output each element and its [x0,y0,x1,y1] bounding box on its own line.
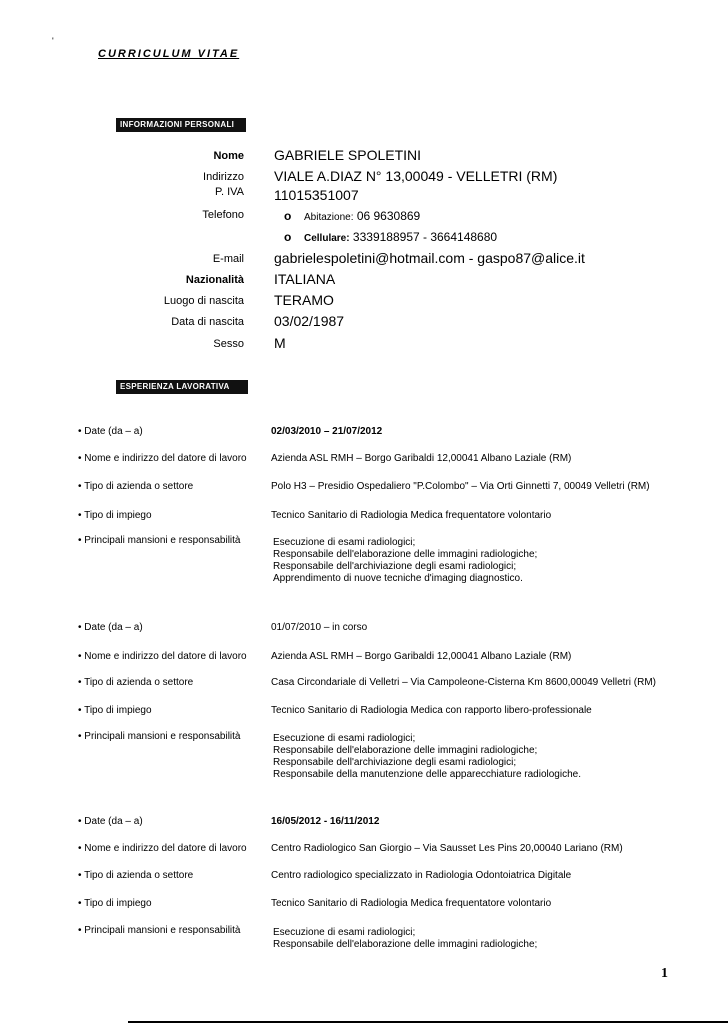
nome-label: Nome [213,150,244,162]
duty-line: Responsabile dell'archiviazione degli esami radiologici; [273,757,517,768]
duty-line: Esecuzione di esami radiologici; [273,927,416,938]
duty-line: Esecuzione di esami radiologici; [273,537,416,548]
job3-type: Tecnico Sanitario di Radiologia Medica frequentatore volontario [271,898,552,909]
job2-duties-label: • Principali mansioni e responsabilità [78,731,241,742]
job2-sector: Casa Circondariale di Velletri – Via Campoleone-Cisterna Km 8600,00049 Velletri (RM) [271,677,657,688]
job1-employer: Azienda ASL RMH – Borgo Garibaldi 12,00041 Albano Laziale (RM) [271,453,572,464]
bullet-icon: o [284,230,292,244]
abitazione-value: 06 9630869 [356,209,421,223]
duty-line: Responsabile dell'archiviazione degli esami radiologici; [273,561,517,572]
piva-label: P. IVA [215,186,244,198]
email-label: E-mail [212,253,244,265]
job1-date-label: • Date (da – a) [78,426,143,437]
luogo-value: TERAMO [274,292,334,308]
duty-line: Responsabile dell'elaborazione delle immagini radiologiche; [273,745,538,756]
job3-date: 16/05/2012 - 16/11/2012 [271,816,380,827]
duty-line: Responsabile dell'elaborazione delle immagini radiologiche; [273,939,538,950]
job1-date: 02/03/2010 – 21/07/2012 [271,426,383,437]
job3-duties [273,927,537,951]
job3-sector: Centro radiologico specializzato in Radiologia Odontoiatrica Digitale [271,870,572,881]
job3-employer-label: • Nome e indirizzo del datore di lavoro [78,843,247,854]
job1-duties-label: • Principali mansioni e responsabilità [78,535,241,546]
section-header-personal: INFORMAZIONI PERSONALI [116,118,246,132]
job3-duties-label: • Principali mansioni e responsabilità [78,925,241,936]
cellulare-label: Cellulare: [304,233,350,244]
sesso-label: Sesso [213,338,244,350]
nome-value: GABRIELE SPOLETINI [274,147,422,163]
job1-employer-label: • Nome e indirizzo del datore di lavoro [78,453,247,464]
nazionalita-label: Nazionalità [185,274,244,286]
job1-sector-label: • Tipo di azienda o settore [78,481,194,492]
abitazione-label: Abitazione: [304,212,354,223]
job3-date-label: • Date (da – a) [78,816,143,827]
data-nascita-label: Data di nascita [171,316,244,328]
job2-date: 01/07/2010 – in corso [271,622,368,633]
duty-line: Esecuzione di esami radiologici; [273,733,416,744]
duty-line: Responsabile dell'elaborazione delle immagini radiologiche; [273,549,538,560]
job1-sector: Polo H3 – Presidio Ospedaliero "P.Colombo" – Via Orti Ginnetti 7, 00049 Velletri (RM) [271,481,650,492]
piva-value: 11015351007 [274,187,359,203]
sesso-value: M [274,335,286,351]
job2-sector-label: • Tipo di azienda o settore [78,677,194,688]
page-number: 1 [661,966,668,981]
duty-line: Responsabile della manutenzione delle apparecchiature radiologiche. [273,769,581,780]
email-value: gabrielespoletini@hotmail.com - gaspo87@alice.it [274,250,585,266]
job2-employer: Azienda ASL RMH – Borgo Garibaldi 12,00041 Albano Laziale (RM) [271,651,572,662]
cellulare-value: 3339188957 - 3664148680 [352,230,498,244]
section-header-work: ESPERIENZA LAVORATIVA [116,380,248,394]
job2-type: Tecnico Sanitario di Radiologia Medica con rapporto libero-professionale [271,705,592,716]
job3-type-label: • Tipo di impiego [78,898,152,909]
luogo-label: Luogo di nascita [163,295,244,307]
job2-duties [273,733,581,781]
bullet-icon: o [284,209,292,223]
footer-rule [128,1021,728,1023]
nazionalita-value: ITALIANA [274,271,336,287]
job2-date-label: • Date (da – a) [78,622,143,633]
indirizzo-label: Indirizzo [203,171,244,183]
data-nascita-value: 03/02/1987 [274,313,345,329]
job2-employer-label: • Nome e indirizzo del datore di lavoro [78,651,247,662]
job1-duties [273,537,537,585]
scan-mark: ' [52,36,54,46]
job3-sector-label: • Tipo di azienda o settore [78,870,194,881]
duty-line: Apprendimento di nuove tecniche d'imaging diagnostico. [273,573,523,584]
indirizzo-value: VIALE A.DIAZ N° 13,00049 - VELLETRI (RM) [274,168,558,184]
job2-type-label: • Tipo di impiego [78,705,152,716]
telefono-label: Telefono [202,209,244,221]
document-title: CURRICULUM VITAE [98,48,240,60]
cellulare-item [284,230,497,244]
job1-type-label: • Tipo di impiego [78,510,152,521]
job1-type: Tecnico Sanitario di Radiologia Medica frequentatore volontario [271,510,552,521]
job3-employer: Centro Radiologico San Giorgio – Via Sausset Les Pins 20,00040 Lariano (RM) [271,843,623,854]
abitazione-item [284,209,420,223]
